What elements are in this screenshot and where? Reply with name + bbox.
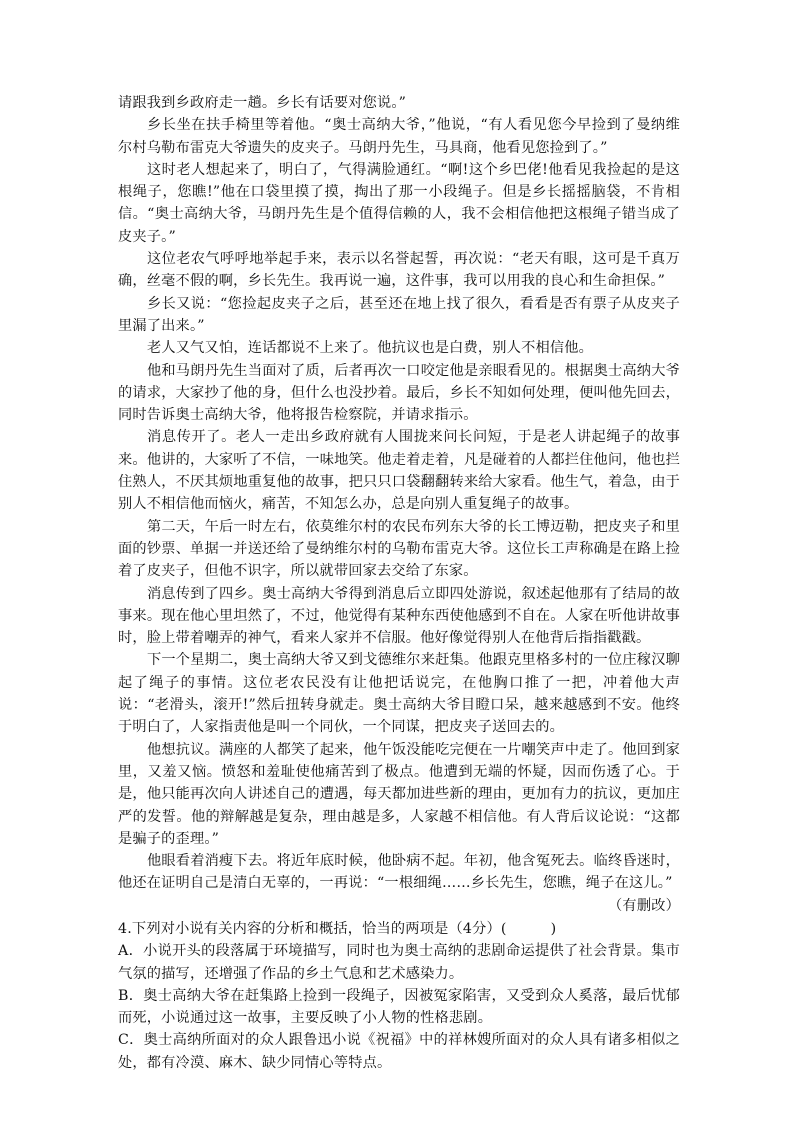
story-paragraph: 第二天，午后一时左右，依莫维尔村的农民布列东大爷的长工博迈勒，把皮夹子和里面的钞票、单据一并送还给了曼纳维尔村的乌勒布雷克大爷。这位长工声称确是在路上捡着了皮夹子，但他不识字，所以就带回家去交给了东家。 xyxy=(118,518,680,580)
story-paragraph: 消息传到了四乡。奥士高纳大爷得到消息后立即四处游说，叙述起他那有了结局的故事来。现在他心里坦然了，不过，他觉得有某种东西使他感到不自在。人家在听他讲故事时，脸上带着嘲弄的神气，看来人家并不信服。他好像觉得别人在他背后指指戳戳。 xyxy=(118,585,680,647)
question-option-c: C．奥士高纳所面对的众人跟鲁迅小说《祝福》中的祥林嫂所面对的众人具有诸多相似之处，都有冷漠、麻木、缺少同情心等特点。 xyxy=(118,1032,680,1071)
story-paragraph: 他想抗议。满座的人都笑了起来，他午饭没能吃完便在一片嘲笑声中走了。他回到家里，又羞又恼。愤怒和羞耻使他痛苦到了极点。他遭到无端的怀疑，因而伤透了心。于是，他只能再次向人讲述自己的遭遇，每天都加进些新的理由，更加有力的抗议，更加庄严的发誓。他的辩解越是复杂，理由越是多，人家越不相信他。有人背后议论说：“这都是骗子的歪理。” xyxy=(118,741,680,847)
story-paragraph: 消息传开了。老人一走出乡政府就有人围拢来问长问短，于是老人讲起绳子的故事来。他讲的，大家听了不信，一味地笑。他走着走着，凡是碰着的人都拦住他问，他也拦住熟人，不厌其烦地重复他的故事，把只只口袋翻翻转来给大家看。他生气，着急，由于别人不相信他而恼火，痛苦，不知怎么办，总是向别人重复绳子的故事。 xyxy=(118,429,680,513)
story-paragraph: 他和马朗丹先生当面对了质，后者再次一口咬定他是亲眼看见的。根据奥士高纳大爷的请求，大家抄了他的身，但什么也没抄着。最后，乡长不知如何处理，便叫他先回去，同时告诉奥士高纳大爷，他将报告检察院，并请求指示。 xyxy=(118,362,680,424)
story-paragraph: 他眼看着消瘦下去。将近年底时候，他卧病不起。年初，他含冤死去。临终昏迷时，他还在证明自己是清白无辜的，一再说：“一根细绳……乡长先生，您瞧，绳子在这儿。” xyxy=(118,853,680,892)
story-paragraph: 这位老农气呼呼地举起手来，表示以名誉起誓，再次说：“老天有眼，这可是千真万确，丝毫不假的啊，乡长先生。我再说一遍，这件事，我可以用我的良心和生命担保。” xyxy=(118,251,680,290)
story-paragraph: 老人又气又怕，连话都说不上来了。他抗议也是白费，别人不相信他。 xyxy=(147,340,594,357)
story-paragraph: 乡长又说：“您捡起皮夹子之后，甚至还在地上找了很久，看看是否有票子从皮夹子里漏了出来。” xyxy=(118,295,680,334)
story-paragraph: 这时老人想起来了，明白了，气得满脸通红。“啊!这个乡巴佬!他看见我捡起的是这根绳子，您瞧!”他在口袋里摸了摸，掏出了那一小段绳子。但是乡长摇摇脑袋，不肯相信。“奥士高纳大爷，马朗丹先生是个值得信赖的人，我不会相信他把这根绳子错当成了皮夹子。” xyxy=(118,161,680,245)
document-page xyxy=(118,92,680,1074)
question-stem-text: 4.下列对小说有关内容的分析和概括，恰当的两项是（4分）( xyxy=(118,920,507,937)
question-option-b: B．奥士高纳大爷在赶集路上捡到一段绳子，因被冤家陷害，又受到众人奚落，最后忧郁而死，小说通过这一故事，主要反映了小人物的性格悲剧。 xyxy=(118,987,680,1027)
question-stem-end: ) xyxy=(550,920,557,937)
question-option-a: A．小说开头的段落属于环境描写，同时也为奥士高纳的悲剧命运提供了社会背景。集市气氛的描写，还增强了作品的乡土气息和艺术感染力。 xyxy=(118,943,680,982)
source-note: （有删改） xyxy=(608,897,680,914)
story-paragraph: 乡长坐在扶手椅里等着他。“奥士高纳大爷，”他说，“有人看见您今早捡到了曼纳维尔村乌勒布雷克大爷遗失的皮夹子。马朗丹先生，马具商，他看见您捡到了。” xyxy=(118,117,680,156)
story-paragraph: 请跟我到乡政府走一趟。乡长有话要对您说。” xyxy=(118,95,407,111)
story-paragraph: 下一个星期二，奥士高纳大爷又到戈德维尔来赶集。他跟克里格多村的一位庄稼汉聊起了绳子的事情。这位老农民没有让他把话说完，在他胸口推了一把，冲着他大声说：“老滑头，滚开!”然后扭转身就走。奥士高纳大爷目瞪口呆，越来越感到不安。他终于明白了，人家指责他是叫一个同伙，一个同谋，把皮夹子送回去的。 xyxy=(118,652,680,736)
question-stem xyxy=(118,918,680,940)
